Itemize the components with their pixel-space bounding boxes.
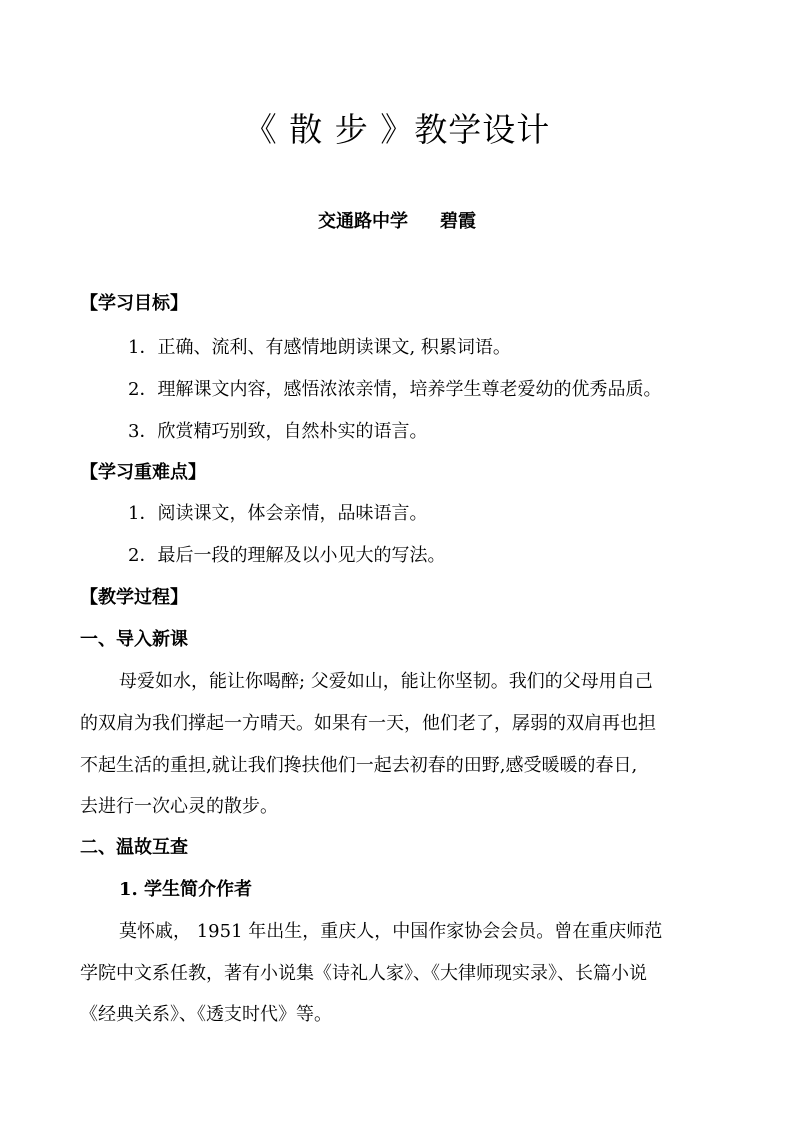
objective-item: 3．欣赏精巧别致，自然朴实的语言。 xyxy=(128,421,428,442)
paragraph-line: 的双肩为我们撑起一方晴天。如果有一天，他们老了，孱弱的双肩再也担 xyxy=(80,713,656,734)
document-title: 《 散 步 》教学设计 xyxy=(243,110,551,149)
author-school: 交通路中学 xyxy=(318,211,408,232)
section-heading-process: 【教学过程】 xyxy=(80,587,188,608)
paragraph-line: 不起生活的重担,就让我们搀扶他们一起去初春的田野,感受暖暖的春日, xyxy=(80,755,638,776)
part1-heading: 一、导入新课 xyxy=(80,629,188,650)
paragraph-line: 母爱如水，能让你喝醉; 父爱如山，能让你坚韧。我们的父母用自己 xyxy=(119,671,653,692)
part2-heading: 二、温故互查 xyxy=(80,837,188,858)
author-name: 碧霞 xyxy=(440,211,476,232)
key-point-item: 1．阅读课文，体会亲情，品味语言。 xyxy=(128,503,428,524)
paragraph-line: 《经典关系》、《透支时代》等。 xyxy=(80,1004,332,1025)
paragraph-line: 莫怀戚， 1951 年出生，重庆人，中国作家协会会员。曾在重庆师范 xyxy=(119,921,663,942)
objective-item: 1．正确、流利、有感情地朗读课文, 积累词语。 xyxy=(128,337,511,358)
author-line xyxy=(0,208,794,236)
paragraph-line: 学院中文系任教，著有小说集《诗礼人家》、《大律师现实录》、长篇小说 xyxy=(80,963,647,984)
key-point-item: 2．最后一段的理解及以小见大的写法。 xyxy=(128,545,446,566)
section-heading-objectives: 【学习目标】 xyxy=(80,293,188,314)
objective-item: 2．理解课文内容，感悟浓浓亲情，培养学生尊老爱幼的优秀品质。 xyxy=(128,379,662,400)
part2-sub-heading: 1. 学生简介作者 xyxy=(119,879,253,900)
paragraph-line: 去进行一次心灵的散步。 xyxy=(80,796,278,817)
section-heading-key-points: 【学习重难点】 xyxy=(80,462,206,483)
